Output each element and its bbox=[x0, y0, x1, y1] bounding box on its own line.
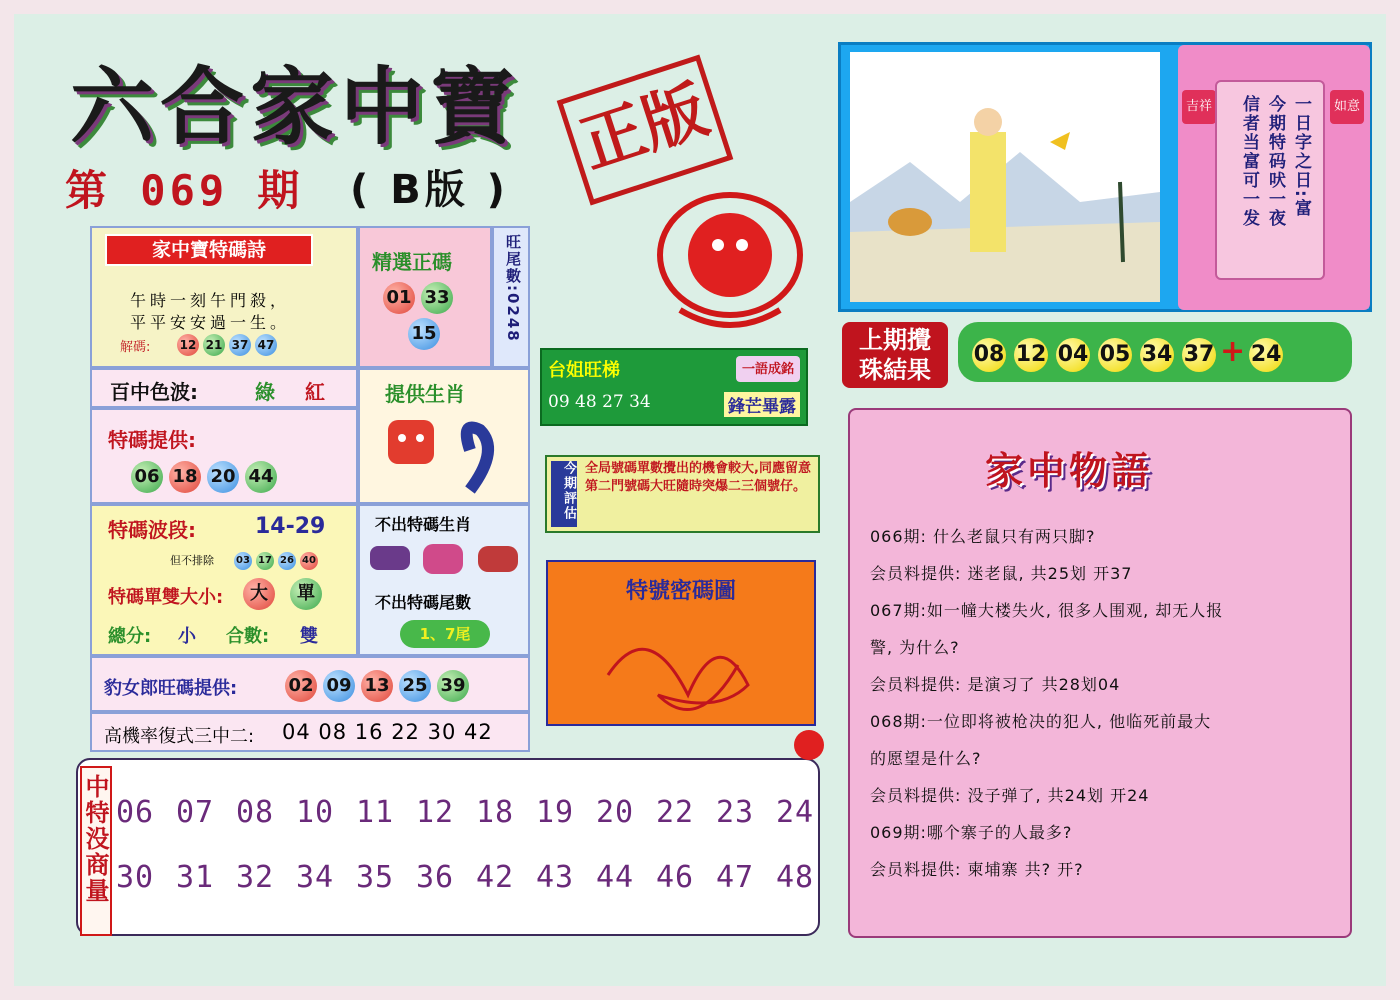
bottom-num: 46 bbox=[656, 860, 695, 895]
secret-panel bbox=[546, 560, 816, 726]
bottom-num: 24 bbox=[776, 795, 815, 830]
color-wave-label: 百中色波: bbox=[110, 380, 198, 404]
sister-numbers: 09 48 27 34 bbox=[548, 392, 651, 412]
riddle-line: 会员料提供: 柬埔寨 共? 开? bbox=[870, 860, 1084, 879]
last-result-label: 上期攪 珠結果 bbox=[842, 322, 948, 388]
page-title: 六合家中寶 bbox=[70, 57, 521, 156]
today-text: 全局號碼單數攪出的機會較大,同應留意第二門號碼大旺隨時突爆二三個號仔。 bbox=[585, 461, 811, 494]
special-ball: 06 bbox=[131, 461, 163, 493]
riddle-line: 会员料提供: 是演习了 共28划04 bbox=[870, 675, 1121, 694]
selected-ball: 33 bbox=[421, 282, 453, 314]
sum-value: 雙 bbox=[300, 626, 318, 647]
bottom-num: 18 bbox=[476, 795, 515, 830]
bottom-num: 44 bbox=[596, 860, 635, 895]
no-zodiac-title: 不出特碼生肖 bbox=[375, 515, 472, 534]
color-wave-red: 紅 bbox=[305, 380, 325, 404]
rate-numbers: 04 08 16 22 30 42 bbox=[282, 720, 493, 744]
result-ball: 34 bbox=[1140, 338, 1174, 372]
wish-tag: 如意 bbox=[1330, 90, 1364, 124]
range-value: 14-29 bbox=[255, 514, 326, 539]
selected-numbers-row2 bbox=[405, 318, 443, 350]
riddle-line: 068期:一位即将被枪决的犯人, 他临死前最大 bbox=[870, 712, 1212, 731]
bottom-num: 23 bbox=[716, 795, 755, 830]
bottom-num: 34 bbox=[296, 860, 335, 895]
leopard-ball: 09 bbox=[323, 670, 355, 702]
sister-title: 台姐旺梯 bbox=[548, 360, 620, 381]
secret-scribble-icon bbox=[548, 605, 814, 715]
ox-snake-icon bbox=[380, 410, 520, 500]
monkey-papercut-icon bbox=[640, 190, 820, 330]
bottom-num: 31 bbox=[176, 860, 215, 895]
bottom-number-scroll bbox=[76, 758, 820, 936]
size-label: 特碼單雙大小: bbox=[108, 587, 224, 608]
key-ball: 12 bbox=[177, 334, 199, 356]
result-ball: 08 bbox=[972, 338, 1006, 372]
key-ball: 21 bbox=[203, 334, 225, 356]
leopard-ball: 25 bbox=[399, 670, 431, 702]
sister-panel bbox=[540, 348, 808, 426]
last-result-numbers bbox=[958, 322, 1352, 382]
total-label: 總分: bbox=[108, 626, 152, 647]
luck-tag: 吉祥 bbox=[1182, 90, 1216, 124]
bottom-row-1 bbox=[116, 795, 836, 830]
riddle-line: 066期: 什么老鼠只有两只脚? bbox=[870, 527, 1096, 546]
bottom-num: 48 bbox=[776, 860, 815, 895]
poem-line-2: 平平安安過一生。 bbox=[130, 313, 291, 332]
rate-label: 高機率復式三中二: bbox=[104, 726, 255, 747]
bottom-row-2 bbox=[116, 860, 836, 895]
leopard-numbers bbox=[282, 670, 472, 702]
zodiac-title: 提供生肖 bbox=[385, 382, 465, 406]
riddle-line: 警, 为什么? bbox=[870, 638, 960, 657]
bottom-num: 30 bbox=[116, 860, 155, 895]
bottom-num: 43 bbox=[536, 860, 575, 895]
bottom-num: 06 bbox=[116, 795, 155, 830]
leopard-ball: 39 bbox=[437, 670, 469, 702]
range-except-label: 但不排除 bbox=[170, 554, 214, 567]
selected-ball: 01 bbox=[383, 282, 415, 314]
bottom-num: 20 bbox=[596, 795, 635, 830]
riddle-line: 069期:哪个寨子的人最多? bbox=[870, 823, 1073, 842]
today-panel bbox=[545, 455, 820, 533]
selected-title: 精選正碼 bbox=[372, 250, 452, 274]
tail-number-panel: 旺尾數:0248 bbox=[492, 226, 530, 368]
sister-phrase: 鋒芒畢露 bbox=[724, 392, 800, 417]
special-result-ball: 24 bbox=[1249, 338, 1283, 372]
selected-numbers-row1 bbox=[380, 282, 456, 314]
range-label: 特碼波段: bbox=[108, 518, 196, 542]
no-tail-title: 不出特碼尾數 bbox=[375, 593, 472, 612]
key-ball: 47 bbox=[255, 334, 277, 356]
result-ball: 04 bbox=[1056, 338, 1090, 372]
poem-key-label: 解碼: bbox=[120, 340, 151, 355]
total-value: 小 bbox=[178, 626, 196, 647]
secret-title: 特號密碼圖 bbox=[625, 579, 736, 604]
authentic-stamp: 正版 bbox=[557, 55, 734, 206]
bottom-num: 47 bbox=[716, 860, 755, 895]
sum-label: 合數: bbox=[226, 626, 270, 647]
poem-title: 家中寶特碼詩 bbox=[105, 234, 313, 266]
leopard-label: 豹女郎旺碼提供: bbox=[104, 678, 238, 699]
bottom-num: 22 bbox=[656, 795, 695, 830]
riddle-line: 会员料提供: 迷老鼠, 共25划 开37 bbox=[870, 564, 1133, 583]
special-ball: 18 bbox=[169, 461, 201, 493]
animals-icon bbox=[368, 534, 523, 584]
bottom-num: 12 bbox=[416, 795, 455, 830]
edition-label: ( B版 ) bbox=[350, 167, 509, 213]
scroll-roll-icon bbox=[794, 730, 824, 760]
riddle-line: 067期:如一幢大楼失火, 很多人围观, 却无人报 bbox=[870, 601, 1224, 620]
key-ball: 37 bbox=[229, 334, 251, 356]
range-except-numbers bbox=[232, 548, 320, 570]
scroll-line-3: 信者当富可一发 bbox=[1239, 95, 1259, 228]
result-ball: 05 bbox=[1098, 338, 1132, 372]
no-tail-value: 1、7尾 bbox=[400, 620, 490, 648]
selected-ball: 15 bbox=[408, 318, 440, 350]
bottom-num: 32 bbox=[236, 860, 275, 895]
poem-line-1: 午時一刻午門殺， bbox=[130, 291, 291, 310]
special-label: 特碼提供: bbox=[108, 428, 196, 452]
riddle-line: 的愿望是什么? bbox=[870, 749, 982, 768]
bottom-num: 35 bbox=[356, 860, 395, 895]
color-wave-green: 綠 bbox=[255, 380, 275, 404]
bottom-side-label: 中特没商量 bbox=[80, 766, 112, 936]
except-ball: 17 bbox=[256, 552, 274, 570]
result-ball: 12 bbox=[1014, 338, 1048, 372]
bottom-num: 08 bbox=[236, 795, 275, 830]
issue-number: 第 069 期 bbox=[65, 166, 304, 215]
plus-sign: + bbox=[1220, 334, 1246, 369]
except-ball: 26 bbox=[278, 552, 296, 570]
leopard-ball: 02 bbox=[285, 670, 317, 702]
riddle-line: 会员料提供: 没子弹了, 共24划 开24 bbox=[870, 786, 1150, 805]
bottom-num: 19 bbox=[536, 795, 575, 830]
leopard-ball: 13 bbox=[361, 670, 393, 702]
scroll-line-2: 今期特码吠一夜 bbox=[1265, 95, 1285, 228]
bottom-num: 42 bbox=[476, 860, 515, 895]
bottom-num: 07 bbox=[176, 795, 215, 830]
special-numbers bbox=[128, 461, 280, 493]
bottom-num: 11 bbox=[356, 795, 395, 830]
special-ball: 44 bbox=[245, 461, 277, 493]
special-ball: 20 bbox=[207, 461, 239, 493]
except-ball: 40 bbox=[300, 552, 318, 570]
sister-idiom: 一語成銘 bbox=[736, 356, 800, 382]
today-label: 今期評估 bbox=[551, 461, 577, 527]
scholar-painting bbox=[850, 52, 1160, 302]
bottom-num: 10 bbox=[296, 795, 335, 830]
odd-ball: 單 bbox=[290, 578, 322, 610]
bottom-num: 36 bbox=[416, 860, 455, 895]
result-ball: 37 bbox=[1182, 338, 1216, 372]
size-ball: 大 bbox=[243, 578, 275, 610]
poem-key-numbers bbox=[175, 334, 279, 356]
size-values bbox=[240, 578, 325, 610]
scroll-line-1: 一日字之日:富 bbox=[1291, 95, 1311, 218]
riddle-title: 家中物語 bbox=[985, 449, 1154, 493]
except-ball: 03 bbox=[234, 552, 252, 570]
